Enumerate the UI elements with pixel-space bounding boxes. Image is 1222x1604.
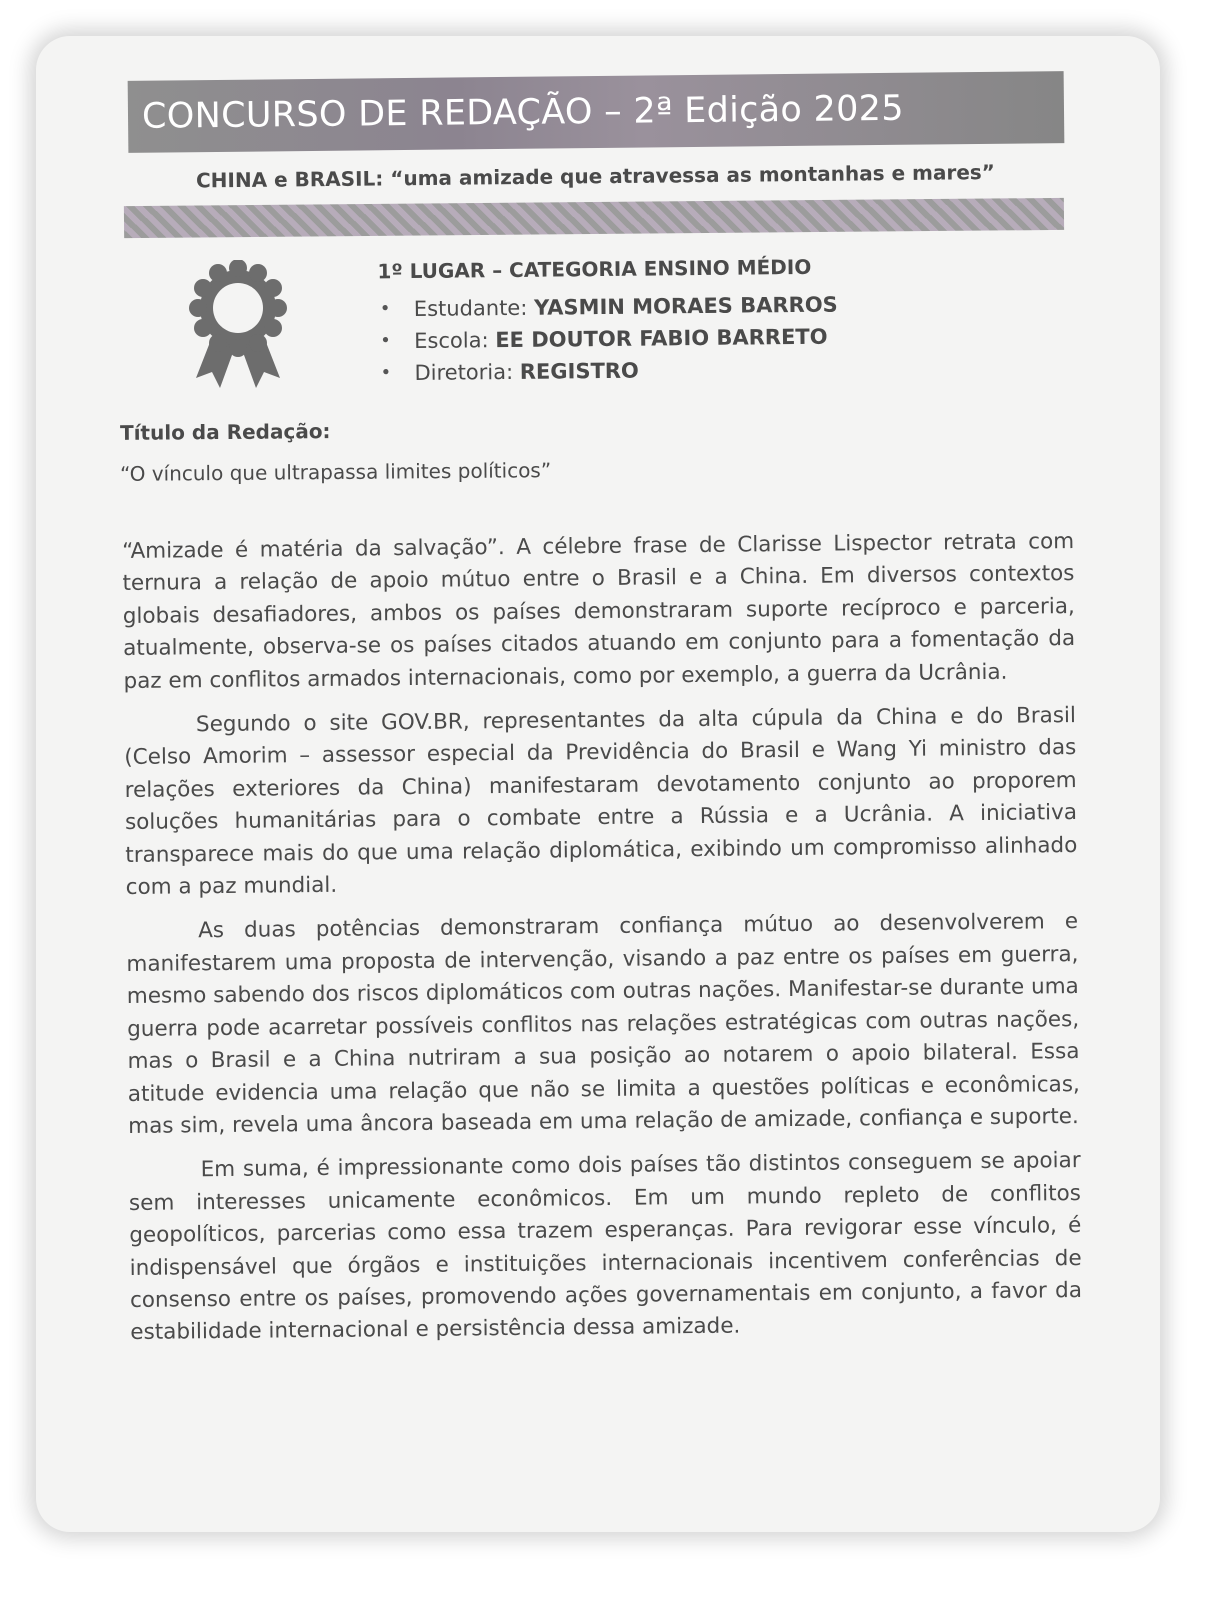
award-info [377,253,1018,390]
directorate-label: Diretoria: [414,359,514,385]
student-name: YASMIN MORAES BARROS [533,292,838,320]
essay-paragraph-1: “Amizade é matéria da salvação”. A célebre frase de Clarisse Lispector retrata com ternura a relação de apoio mútuo entre o Brasil e a China. Em diversos contextos globais desafiadores, ambos os países demonstraram suporte recíproco e parceria, atualmente, observa-se os países citados atuando em conjunto para a fomentação da paz em conflitos armados internacionais, como por exemplo, a guerra da Ucrânia. [122,529,1076,694]
essay-paragraph-3: As duas potências demonstraram confiança mútuo ao desenvolverem e manifestarem uma proposta de intervenção, visando a paz entre os países em guerra, mesmo sabendo dos riscos diplomáticos com outras nações. Manifestar-se durante uma guerra pode acarretar possíveis conflitos nas relações estratégicas com outras nações, mas o Brasil e a China nutriram a sua posição ao notarem o apoio bilateral. Essa atitude evidencia uma relação que não se limita a questões políticas e econômicas, mas sim, revela uma âncora baseada em uma relação de amizade, confiança e suporte. [126,909,1080,1139]
school-label: Escola: [414,328,489,353]
directorate-item [414,351,1018,389]
school-name: EE DOUTOR FABIO BARRETO [495,324,828,353]
essay-paragraph-2: Segundo o site GOV.BR, representantes da alta cúpula da China e do Brasil (Celso Amorim – assessor especial da Previdência do Brasil e Wang Yi ministro das relações exteriores da China) manifestaram devotamento conjunto ao proporem soluções humanitárias para o combate entre a Rússia e a Ucrânia. A iniciativa transparece mais do que uma relação diplomática, exibindo um compromisso alinhado com a paz mundial. [124,703,1078,901]
document-page [36,36,1160,1532]
essay-body [122,526,1083,1362]
award-ribbon-icon [186,260,290,392]
decorative-stripe [124,198,1064,238]
essay-title-label: Título da Redação: [119,419,331,445]
essay-title: “O vínculo que ultrapassa limites políticos” [119,458,552,486]
award-category: 1º LUGAR – CATEGORIA ENSINO MÉDIO [377,254,812,284]
contest-title: CONCURSO DE REDAÇÃO – 2ª Edição 2025 [141,88,905,137]
essay-paragraph-4: Em suma, é impressionante como dois países tão distintos conseguem se apoiar sem interesses unicamente econômicos. Em um mundo repleto de conflitos geopolíticos, parcerias como essa trazem esperanças. Para revigorar esse vínculo, é indispensável que órgãos e instituições internacionais incentivem conferências de consenso entre os países, promovendo ações governamentais em conjunto, a favor da estabilidade internacional e persistência dessa amizade. [128,1148,1083,1346]
student-label: Estudante: [413,295,528,321]
contest-subtitle: CHINA e BRASIL: “uma amizade que atravessa as montanhas e mares” [195,160,995,193]
award-details-list [378,287,1019,390]
directorate-name: REGISTRO [519,358,639,384]
title-banner [128,71,1065,153]
